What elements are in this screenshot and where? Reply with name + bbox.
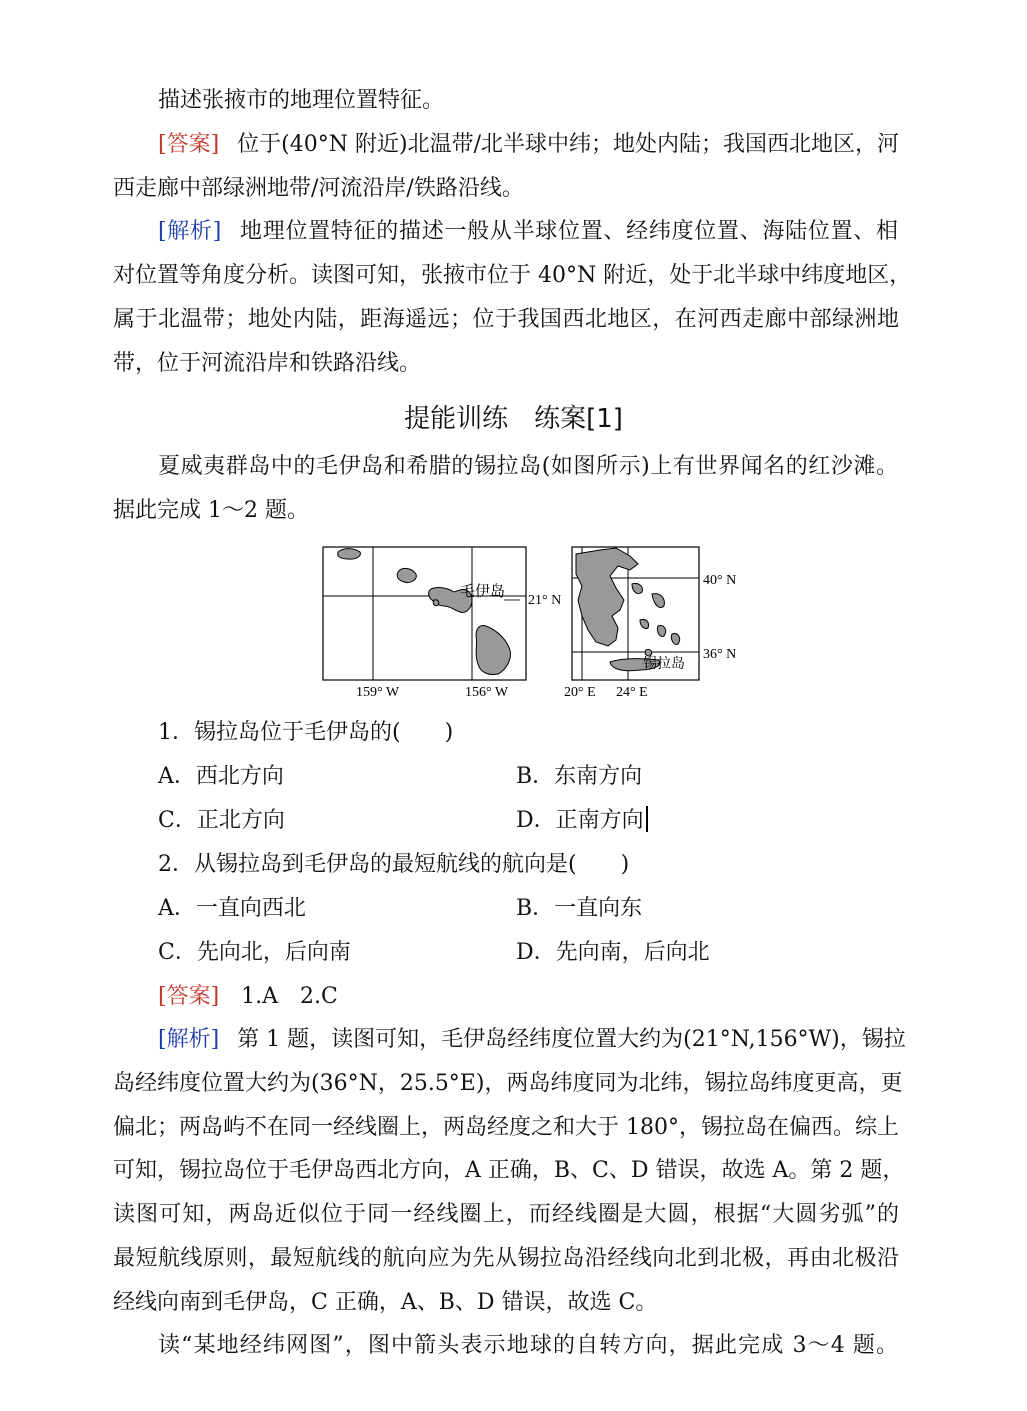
lon-label-159w: 159° W <box>356 685 400 700</box>
answer-text: 1.A 2.C <box>241 984 338 1009</box>
lat-label-36n: 36° N <box>703 647 737 662</box>
answer-line <box>158 982 338 1012</box>
maui-map <box>323 547 561 700</box>
prev-analysis-line-3: 属于北温带；地处内陆，距海遥远；位于我国西北地区，在河西走廊中部绿洲地 <box>113 307 899 332</box>
analysis-tag: [解析] <box>158 219 222 244</box>
text-cursor <box>646 806 648 832</box>
prev-analysis-line-2: 对位置等角度分析。读图可知，张掖市位于 40°N 附近，处于北半球中纬度地区， <box>113 263 912 288</box>
lon-label-156w: 156° W <box>465 685 509 700</box>
thira-label: 锡拉岛 <box>643 657 685 672</box>
q2-stem: 2．从锡拉岛到毛伊岛的最短航线的航向是( ) <box>158 852 630 877</box>
island-maps <box>320 544 740 702</box>
answer-tag: [答案] <box>158 132 220 157</box>
prev-analysis-line-1: [解析] 地理位置特征的描述一般从半球位置、经纬度位置、海陆位置、相 <box>158 219 898 244</box>
q1-stem: 1．锡拉岛位于毛伊岛的( ) <box>158 720 454 745</box>
analysis-line-7: 经线向南到毛伊岛，C 正确，A、B、D 错误，故选 C。 <box>113 1290 658 1315</box>
intro-line-1: 夏威夷群岛中的毛伊岛和希腊的锡拉岛(如图所示)上有世界闻名的红沙滩。 <box>158 454 898 479</box>
lanai-island <box>433 600 438 606</box>
lon-label-24e: 24° E <box>616 685 648 700</box>
q1-option-d-wrap <box>516 806 648 836</box>
q2-option-a: A．一直向西北 <box>158 896 306 921</box>
analysis-line-4: 可知，锡拉岛位于毛伊岛西北方向，A 正确，B、C、D 错误，故选 A。第 2 题， <box>113 1158 905 1183</box>
q1-option-d: D．正南方向 <box>516 808 644 833</box>
prev-question: 描述张掖市的地理位置特征。 <box>158 88 445 113</box>
analysis-tag: [解析] <box>158 1027 220 1052</box>
q2-option-c: C．先向北，后向南 <box>158 940 351 965</box>
q1-option-a: A．西北方向 <box>158 764 284 789</box>
next-intro: 读“某地经纬网图”，图中箭头表示地球的自转方向，据此完成 3～4 题。 <box>158 1333 898 1358</box>
q2-option-d: D．先向南，后向北 <box>516 940 710 965</box>
lon-label-20e: 20° E <box>564 685 596 700</box>
intro-line-2: 据此完成 1～2 题。 <box>113 498 309 523</box>
maui-label: 毛伊岛 <box>460 584 506 600</box>
q1-option-c: C．正北方向 <box>158 808 285 833</box>
lat-label-21n: 21° N <box>528 593 562 608</box>
q1-option-b: B．东南方向 <box>516 764 643 789</box>
thira-island <box>645 649 651 656</box>
analysis-line-5: 读图可知，两岛近似位于同一经线圈上，而经线圈是大圆，根据“大圆劣弧”的 <box>113 1202 899 1227</box>
answer-tag: [答案] <box>158 984 220 1009</box>
q2-option-b: B．一直向东 <box>516 896 643 921</box>
analysis-line-1: [解析] 第 1 题，读图可知，毛伊岛经纬度位置大约为(21°N,156°W)，锡拉 <box>158 1027 906 1052</box>
prev-answer-line-1: [答案] 位于(40°N 附近)北温带/北半球中纬；地处内陆；我国西北地区，河 <box>158 132 899 157</box>
analysis-line-6: 最短航线原则，最短航线的航向应为先从锡拉岛沿经线向北到北极，再由北极沿 <box>113 1246 899 1271</box>
thira-map <box>564 547 736 700</box>
prev-answer-line-2: 西走廊中部绿洲地带/河流沿岸/铁路沿线。 <box>113 176 524 201</box>
section-title: 提能训练 练案[1] <box>404 404 623 434</box>
lat-label-40n: 40° N <box>703 573 737 588</box>
analysis-line-2: 岛经纬度位置大约为(36°N，25.5°E)，两岛纬度同为北纬，锡拉岛纬度更高，更 <box>113 1071 903 1096</box>
analysis-line-3: 偏北；两岛屿不在同一经线圈上，两岛经度之和大于 180°，锡拉岛在偏西。综上 <box>113 1115 899 1140</box>
prev-analysis-line-4: 带，位于河流沿岸和铁路沿线。 <box>113 351 422 376</box>
kauai-island <box>338 549 361 560</box>
